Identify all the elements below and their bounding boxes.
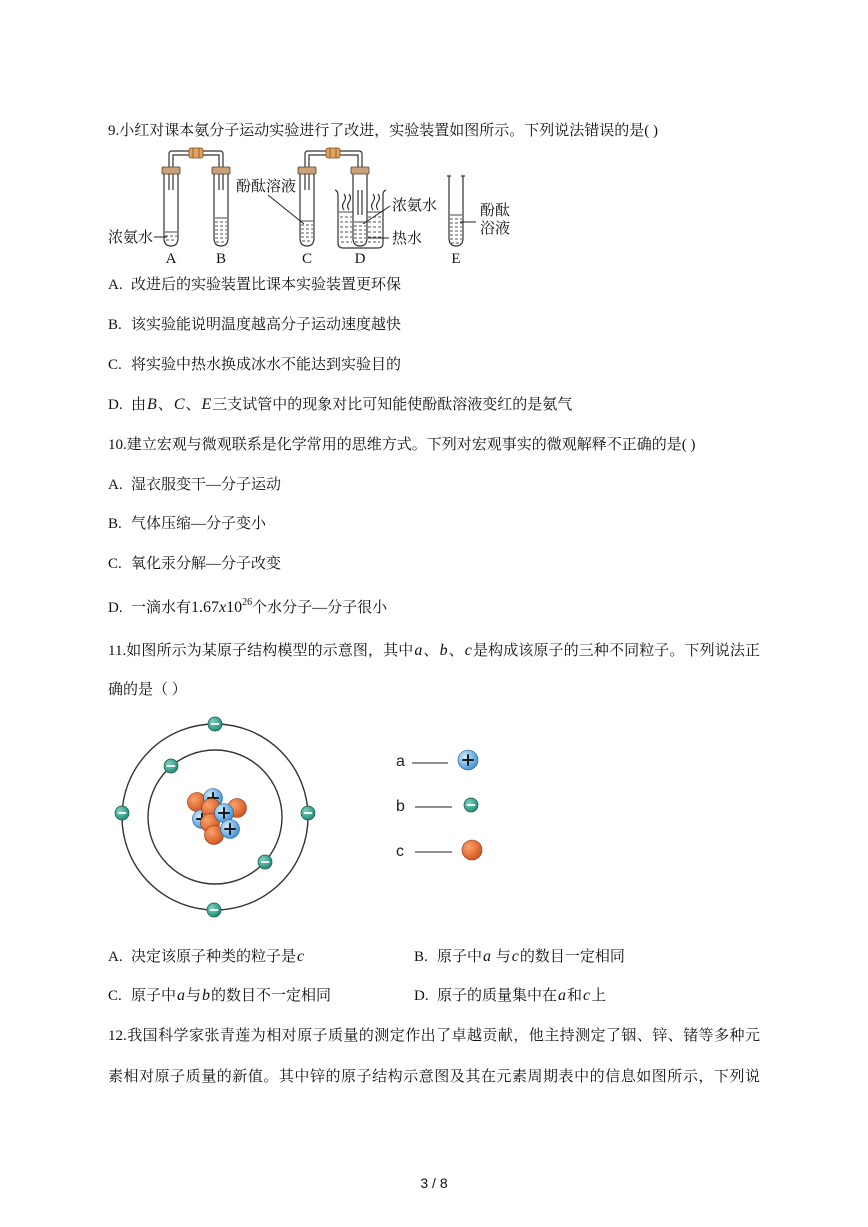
label-phenolphthalein-e-line1: 酚酞 [480, 203, 511, 219]
electron [164, 759, 178, 773]
option-text: 决定该原子种类的粒子是 [131, 949, 297, 965]
stem-text: 、 [448, 643, 464, 659]
option-text: 一滴水有 [131, 600, 192, 616]
option-text: 该实验能说明温度越高分子运动速度越快 [131, 317, 402, 333]
electron [115, 806, 129, 820]
question-9-stem: 9.小红对课本氨分子运动实验进行了改进，实验装置如图所示。下列说法错误的是( ) [108, 123, 658, 139]
variable: C [173, 396, 185, 413]
q11-option-a [108, 947, 305, 967]
variable: c [297, 948, 305, 965]
tube-letter-d: D [354, 251, 366, 267]
electron [207, 903, 221, 917]
q10-option-d [108, 598, 387, 620]
q9-option-c [108, 355, 401, 375]
legend-label-b: b [396, 798, 405, 815]
tube-letter-b: B [215, 251, 227, 267]
test-tube-b [212, 167, 230, 246]
question-11-stem-line1 [108, 641, 760, 661]
legend-label-c: c [396, 843, 404, 860]
tube-letter-c: C [301, 251, 313, 267]
number-base: 10 [226, 599, 243, 616]
variable: c [464, 642, 472, 659]
atom-structure-model-figure [100, 705, 660, 925]
label-hot-water: 热水 [392, 231, 423, 247]
option-text: 个水分子—分子很小 [252, 600, 388, 616]
variable: E [201, 396, 212, 413]
option-text: 改进后的实验装置比课本实验装置更环保 [131, 277, 402, 293]
test-tube-a [162, 167, 180, 246]
variable: b [202, 987, 211, 1004]
option-text: 上 [591, 988, 607, 1004]
test-tube-c [298, 167, 316, 246]
option-label: C. [108, 988, 122, 1004]
question-12-stem-line1: 12.我国科学家张青莲为相对原子质量的测定作出了卓越贡献，他主持测定了铟、锌、锗等多种元 [108, 1028, 760, 1044]
stem-text: 11.如图所示为某原子结构模型的示意图，其中 [108, 643, 414, 659]
ammonia-diffusion-apparatus-figure [100, 140, 540, 272]
legend-item-a [396, 750, 478, 770]
nucleus [188, 789, 247, 845]
number-exponent: 26 [242, 597, 253, 608]
option-label: D. [108, 397, 123, 413]
option-text: 三支试管中的现象对比可知能使酚酞溶液变红的是氨气 [212, 397, 573, 413]
option-label: B. [108, 317, 122, 333]
option-text: 、 [157, 397, 173, 413]
option-text: 原子的质量集中在 [437, 988, 558, 1004]
option-label: C. [108, 556, 122, 572]
option-text: 将实验中热水换成冰水不能达到实验目的 [131, 357, 402, 373]
legend-item-c [396, 840, 482, 860]
tube-letter-a: A [165, 251, 177, 267]
variable: a [558, 987, 567, 1004]
question-11-stem-line2: 确的是（ ） [108, 682, 187, 698]
q10-option-c [108, 554, 281, 574]
variable: c [583, 987, 591, 1004]
tube-letter-e: E [451, 251, 461, 267]
question-10-stem: 10.建立宏观与微观联系是化学常用的思维方式。下列对宏观事实的微观解释不正确的是( ) [108, 437, 696, 453]
electron [208, 717, 222, 731]
option-text: 由 [131, 397, 147, 413]
label-phenolphthalein-solution: 酚酞溶液 [236, 179, 297, 195]
option-text: 的数目一定相同 [519, 949, 625, 965]
number-mantissa: 1.67 [191, 599, 220, 616]
q11-option-c [108, 986, 331, 1006]
q9-option-b [108, 315, 401, 335]
option-text: 湿衣服变干—分子运动 [131, 477, 282, 493]
variable: a [177, 987, 186, 1004]
option-text: 氧化汞分解—分子改变 [131, 556, 282, 572]
times-symbol: x [219, 599, 227, 616]
option-label: A. [108, 277, 123, 293]
stem-text: 是构成该原子的三种不同粒子。下列说法正 [472, 643, 760, 659]
variable: a [414, 642, 423, 659]
electron [301, 806, 315, 820]
leader-line [268, 195, 304, 224]
option-label: D. [414, 988, 429, 1004]
option-text: 原子中 [131, 988, 177, 1004]
option-text: 原子中 [437, 949, 483, 965]
variable: a [483, 948, 492, 965]
label-concentrated-ammonia-d: 浓氨水 [392, 198, 438, 214]
test-tube-d [351, 167, 369, 246]
option-label: A. [108, 949, 123, 965]
option-text: 与 [492, 949, 511, 965]
option-text: 、 [185, 397, 201, 413]
question-12-stem-line2: 素相对原子质量的新值。其中锌的原子结构示意图及其在元素周期表中的信息如图所示，下列说 [108, 1069, 760, 1085]
q10-option-b [108, 514, 266, 534]
electron [258, 855, 272, 869]
legend-label-a: a [396, 753, 405, 770]
stem-text: 、 [423, 643, 439, 659]
q9-option-d [108, 395, 572, 415]
proton [221, 820, 240, 839]
q11-option-d [414, 986, 606, 1006]
legend-item-b [396, 798, 478, 815]
option-label: B. [414, 949, 428, 965]
option-text: 和 [567, 988, 583, 1004]
q11-option-b [414, 947, 625, 967]
option-text: 气体压缩—分子变小 [131, 516, 267, 532]
option-label: A. [108, 477, 123, 493]
option-label: D. [108, 600, 123, 616]
option-text: 与 [186, 988, 202, 1004]
label-concentrated-ammonia-a: 浓氨水 [108, 230, 154, 246]
variable: c [511, 948, 519, 965]
label-phenolphthalein-e-line2: 浴液 [480, 221, 511, 237]
variable: b [439, 642, 448, 659]
q9-option-a [108, 275, 401, 295]
page-number: 3 / 8 [420, 1175, 448, 1191]
test-tube-e [447, 176, 465, 246]
q10-option-a [108, 475, 281, 495]
option-text: 的数目不一定相同 [211, 988, 332, 1004]
option-label: C. [108, 357, 122, 373]
variable: B [147, 396, 157, 413]
option-label: B. [108, 516, 122, 532]
